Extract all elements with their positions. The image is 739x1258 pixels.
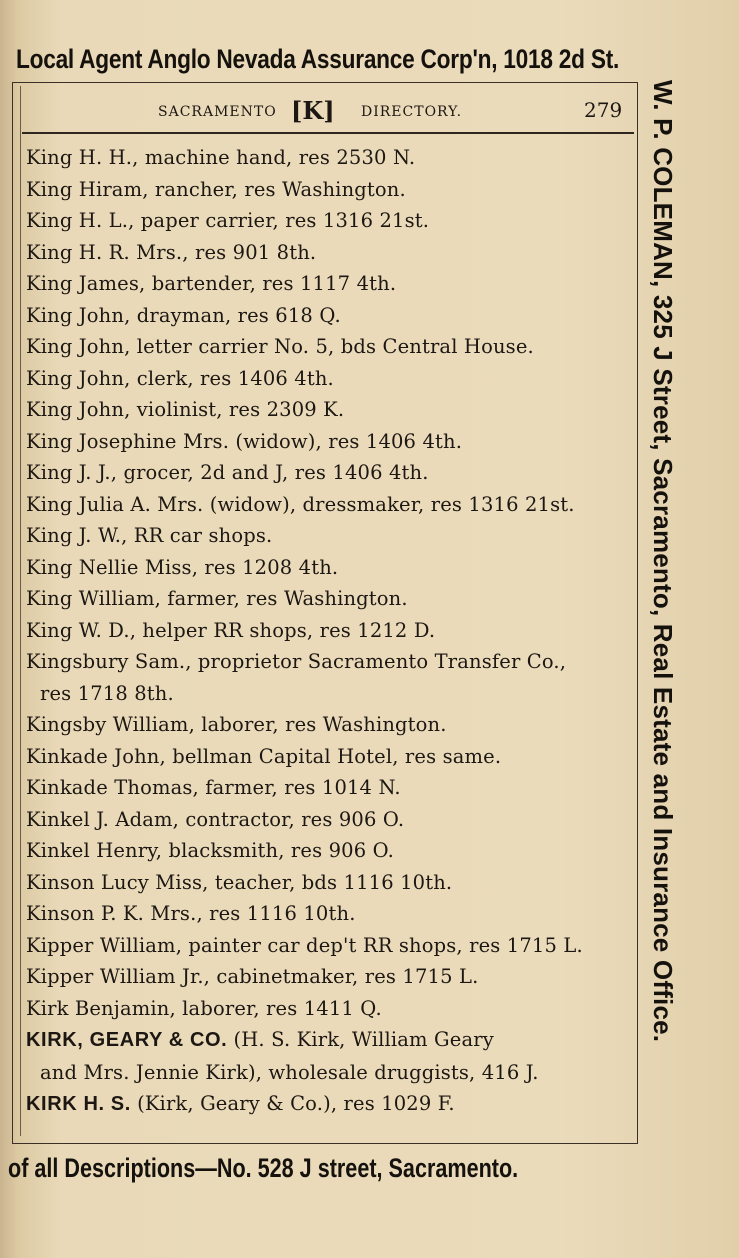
list-item: King Hiram, rancher, res Washington. — [26, 177, 406, 201]
head-rule — [22, 132, 634, 134]
list-item: King Nellie Miss, res 1208 4th. — [26, 555, 339, 579]
list-item: Kingsby William, laborer, res Washington. — [26, 713, 447, 736]
list-item: King H. R. Mrs., res 901 8th. — [26, 240, 317, 264]
list-item: King John, violinist, res 2309 K. — [26, 398, 345, 421]
side-advert — [640, 80, 680, 1148]
list-item: King Josephine Mrs. (widow), res 1406 4th. — [26, 429, 463, 453]
side-advert-text: W. P. COLEMAN, 325 J Street, Sacramento, Real Estate and Insurance Office. — [648, 80, 678, 1043]
top-advert: Local Agent Anglo Nevada Assurance Corp'n, 1018 2d St. — [16, 44, 620, 74]
page-number: 279 — [584, 98, 623, 122]
list-item: King H. L., paper carrier, res 1316 21st. — [26, 209, 430, 232]
list-item-continuation: res 1718 8th. — [40, 681, 174, 705]
firm-name: KIRK H. S. — [26, 1093, 131, 1115]
bottom-advert: of all Descriptions—No. 528 J street, Sacramento. — [8, 1153, 519, 1183]
list-item: Kinson P. K. Mrs., res 1116 10th. — [26, 902, 356, 925]
running-head-city: SACRAMENTO — [158, 104, 277, 120]
firm-detail: (H. S. Kirk, William Geary — [233, 1028, 494, 1051]
list-item: Kinkel J. Adam, contractor, res 906 O. — [26, 807, 405, 831]
list-item: King J. W., RR car shops. — [26, 524, 273, 547]
list-item: King W. D., helper RR shops, res 1212 D. — [26, 618, 436, 642]
list-item: Kipper William, painter car dep't RR shops, res 1715 L. — [26, 933, 583, 957]
list-item: King William, farmer, res Washington. — [26, 587, 408, 610]
list-item: King H. H., machine hand, res 2530 N. — [26, 146, 416, 169]
list-item: Kinkel Henry, blacksmith, res 906 O. — [26, 839, 394, 862]
directory-entries — [26, 142, 626, 1121]
running-head-letter: [K] — [291, 96, 335, 125]
list-item: Kinkade John, bellman Capital Hotel, res same. — [26, 744, 502, 768]
list-item: King Julia A. Mrs. (widow), dressmaker, res 1316 21st. — [26, 492, 575, 516]
list-item: King John, drayman, res 618 Q. — [26, 303, 341, 327]
list-item-firm — [26, 1024, 626, 1057]
list-item: King James, bartender, res 1117 4th. — [26, 272, 397, 295]
list-item: King John, clerk, res 1406 4th. — [26, 366, 334, 390]
firm-detail: (Kirk, Geary & Co.), res 1029 F. — [137, 1092, 455, 1115]
list-item: Kingsbury Sam., proprietor Sacramento Transfer Co., — [26, 650, 567, 673]
list-item: Kinson Lucy Miss, teacher, bds 1116 10th. — [26, 870, 453, 894]
margin-rule — [20, 86, 21, 1136]
list-item: Kinkade Thomas, farmer, res 1014 N. — [26, 776, 401, 799]
list-item-continuation: and Mrs. Jennie Kirk), wholesale druggists, 416 J. — [40, 1060, 539, 1084]
list-item-firm — [26, 1088, 626, 1121]
list-item: Kirk Benjamin, laborer, res 1411 Q. — [26, 996, 382, 1020]
firm-name: KIRK, GEARY & CO. — [26, 1029, 228, 1051]
list-item: Kipper William Jr., cabinetmaker, res 1715 L. — [26, 965, 479, 988]
list-item: King John, letter carrier No. 5, bds Central House. — [26, 335, 534, 358]
list-item: King J. J., grocer, 2d and J, res 1406 4th. — [26, 461, 429, 484]
running-head — [24, 96, 628, 126]
running-head-directory: DIRECTORY. — [361, 104, 463, 120]
